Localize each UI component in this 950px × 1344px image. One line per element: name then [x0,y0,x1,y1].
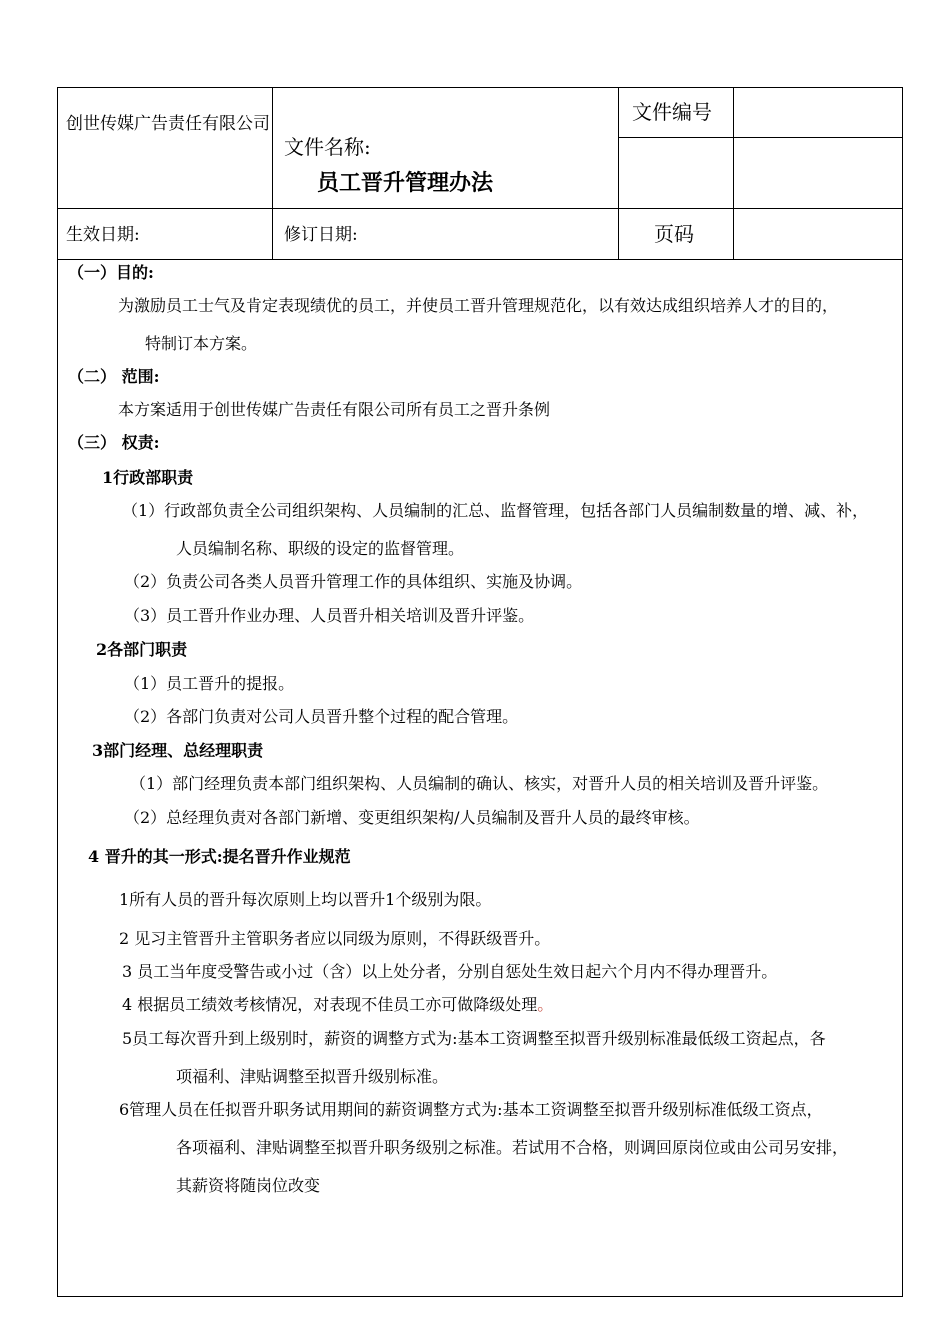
header-divider-1 [272,87,273,259]
file-name-title: 员工晋升管理办法 [317,170,494,196]
promotion-rule-5-line2: 项福利、津贴调整至拟晋升级别标准。 [176,1067,449,1086]
effective-date-label: 生效日期: [66,225,140,245]
promotion-rule-5-line1: 5员工每次晋升到上级别时，薪资的调整方式为:基本工资调整至拟晋升级别标准最低级工资起点，各 [122,1029,826,1048]
company-name: 创世传媒广告责任有限公司 [66,114,270,134]
promotion-rule-6-line2: 各项福利、津贴调整至拟晋升职务级别之标准。若试用不合格，则调回原岗位或由公司另安排， [176,1138,849,1157]
admin-duty-1-line1: （1）行政部负责全公司组织架构、人员编制的汇总、监督管理，包括各部门人员编制数量的增、减、补， [122,501,869,520]
admin-duty-1-line2: 人员编制名称、职级的设定的监督管理。 [176,539,465,558]
promotion-rule-1: 1所有人员的晋升每次原则上均以晋升1个级别为限。 [119,890,492,909]
promotion-rule-4 [122,997,553,1013]
promotion-rule-4-end: 。 [537,995,554,1014]
manager-duties-title: 3部门经理、总经理职责 [92,741,264,760]
header-divider-2 [618,87,619,259]
promotion-rule-2: 2 见习主管晋升主管职务者应以同级为原则，不得跃级晋升。 [119,929,551,948]
header-bottom-divider [57,259,903,260]
scope-text: 本方案适用于创世传媒广告责任有限公司所有员工之晋升条例 [118,400,551,419]
purpose-text-line1: 为激励员工士气及肯定表现绩优的员工，并使员工晋升管理规范化，以有效达成组织培养人才的目的， [118,296,839,315]
promotion-rule-3: 3 员工当年度受警告或小过（含）以上处分者，分别自惩处生效日起六个月内不得办理晋升。 [122,962,778,981]
header-row-divider [57,208,903,209]
revision-date-label: 修订日期: [284,225,358,245]
section-purpose-title: （一）目的: [68,263,154,282]
department-duties-title: 2各部门职责 [96,640,188,659]
page-label: 页码 [654,222,694,246]
department-duty-2: （2）各部门负责对公司人员晋升整个过程的配合管理。 [124,707,519,726]
promotion-rule-6-line3: 其薪资将随岗位改变 [176,1176,321,1195]
section-duties-title: （三） 权责: [68,433,160,452]
department-duty-1: （1）员工晋升的提报。 [124,674,295,693]
manager-duty-2: （2）总经理负责对各部门新增、变更组织架构/人员编制及晋升人员的最终审核。 [124,808,700,827]
header-divider-3 [733,87,734,259]
admin-duty-3: （3）员工晋升作业办理、人员晋升相关培训及晋升评鉴。 [124,606,535,625]
header-row-divider-small [618,137,903,138]
promotion-rule-4-text: 4 根据员工绩效考核情况，对表现不佳员工亦可做降级处理 [122,995,538,1014]
manager-duty-1: （1）部门经理负责本部门组织架构、人员编制的确认、核实，对晋升人员的相关培训及晋升评鉴。 [130,774,829,793]
admin-duties-title: 1行政部职责 [102,468,194,487]
promotion-rule-6-line1: 6管理人员在任拟晋升职务试用期间的薪资调整方式为:基本工资调整至拟晋升级别标准低级工资点， [119,1100,823,1119]
admin-duty-2: （2）负责公司各类人员晋升管理工作的具体组织、实施及协调。 [124,572,583,591]
section-scope-title: （二） 范围: [68,367,160,386]
file-number-label: 文件编号 [632,100,712,124]
purpose-text-line2: 特制订本方案。 [145,334,258,353]
promotion-title: 4 晋升的其一形式:提名晋升作业规范 [88,847,351,866]
file-name-label: 文件名称: [284,135,371,159]
